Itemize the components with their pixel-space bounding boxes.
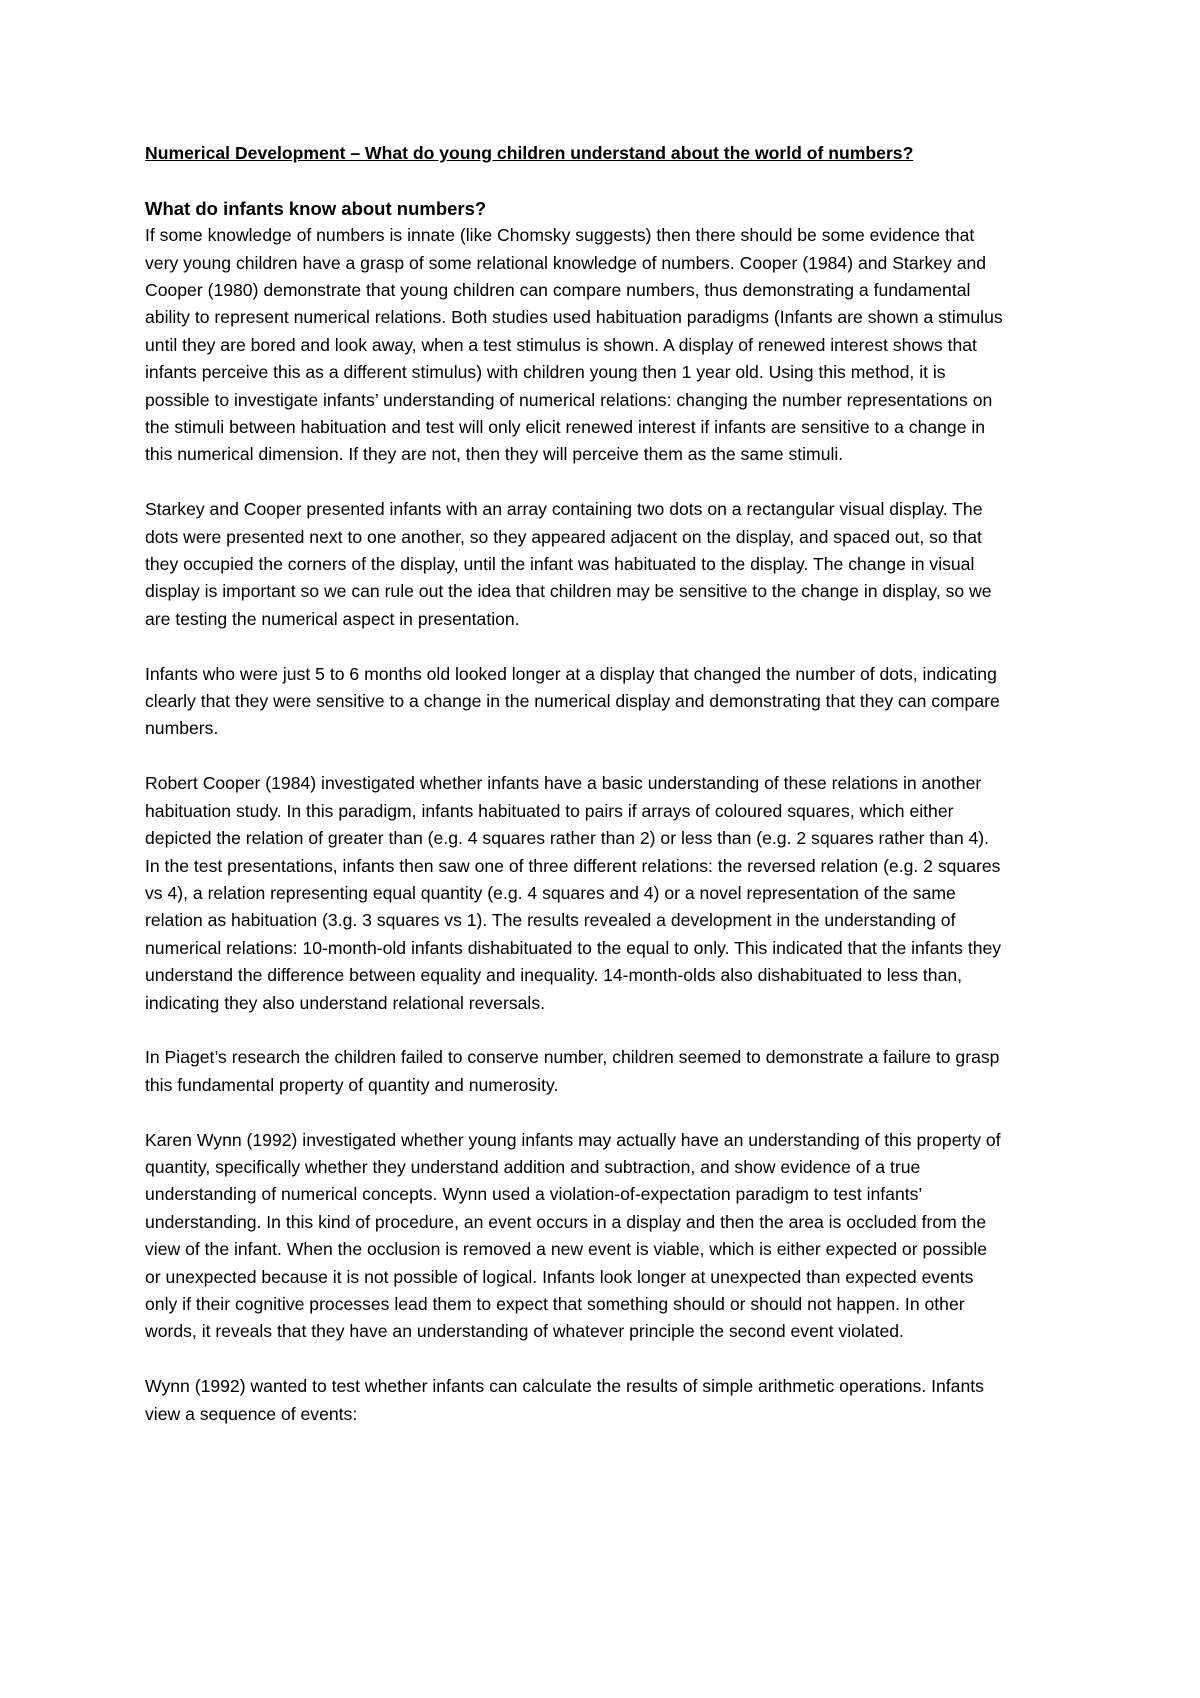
paragraph-infants-results: Infants who were just 5 to 6 months old looked longer at a display that changed the number of dots, indicating clearly that they were sensitive to a change in the numerical display and demonstrating that they can compare numbers.	[145, 663, 1000, 739]
paragraph-karen-wynn: Karen Wynn (1992) investigated whether young infants may actually have an understanding of this property of quantity, specifically whether they understand addition and subtraction, and show evidence of a true understanding of numerical concepts. Wynn used a violation-of-expectation paradigm to test infants’ understanding. In this kind of procedure, an event occurs in a display and then the area is occluded from the view of the infant. When the occlusion is removed a new event is viable, which is either expected or possible or unexpected because it is not possible of logical. Infants look longer at unexpected than expected events only if their cognitive processes lead them to expect that something should or should not happen. In other words, it reveals that they have an understanding of whatever principle the second event violated.	[145, 1129, 1001, 1342]
paragraph-starkey-cooper: Starkey and Cooper presented infants with an array containing two dots on a rectangular visual display. The dots were presented next to one another, so they appeared adjacent on the display, and spaced out, so that they occupied the corners of the display, until the infant was habituated to the display. The change in visual display is important so we can rule out the idea that children may be sensitive to the change in display, so we are testing the numerical aspect in presentation.	[145, 499, 992, 629]
section-heading: What do infants know about numbers?	[145, 197, 487, 219]
paragraph-piaget: In Piaget’s research the children failed to conserve number, children seemed to demonstrate a failure to grasp this fundamental property of quantity and numerosity.	[145, 1047, 1000, 1095]
paragraph-wynn-arithmetic: Wynn (1992) wanted to test whether infants can calculate the results of simple arithmetic operations. Infants view a sequence of events:	[145, 1376, 984, 1424]
document-title: Numerical Development – What do young children understand about the world of numbers?	[145, 143, 914, 163]
paragraph-robert-cooper: Robert Cooper (1984) investigated whether infants have a basic understanding of these relations in another habituation study. In this paradigm, infants habituated to pairs if arrays of coloured squares, which either depicted the relation of greater than (e.g. 4 squares rather than 2) or less than (e.g. 2 squares rather than 4). In the test presentations, infants then saw one of three different relations: the reversed relation (e.g. 2 squares vs 4), a relation representing equal quantity (e.g. 4 squares and 4) or a novel representation of the same relation as habituation (3.g. 3 squares vs 1). The results revealed a development in the understanding of numerical relations: 10-month-old infants dishabituated to the equal to only. This indicated that the infants they understand the difference between equality and inequality. 14-month-olds also dishabituated to less than, indicating they also understand relational reversals.	[145, 773, 1002, 1013]
document-body	[145, 140, 1005, 1455]
paragraph-innate-knowledge: If some knowledge of numbers is innate (like Chomsky suggests) then there should be some evidence that very young children have a grasp of some relational knowledge of numbers. Cooper (1984) and Starkey and Cooper (1980) demonstrate that young children can compare numbers, thus demonstrating a fundamental ability to represent numerical relations. Both studies used habituation paradigms (Infants are shown a stimulus until they are bored and look away, when a test stimulus is shown. A display of renewed interest shows that infants perceive this as a different stimulus) with children young then 1 year old. Using this method, it is possible to investigate infants’ understanding of numerical relations: changing the number representations on the stimuli between habituation and test will only elicit renewed interest if infants are sensitive to a change in this numerical dimension. If they are not, then they will perceive them as the same stimuli.	[145, 225, 1003, 465]
